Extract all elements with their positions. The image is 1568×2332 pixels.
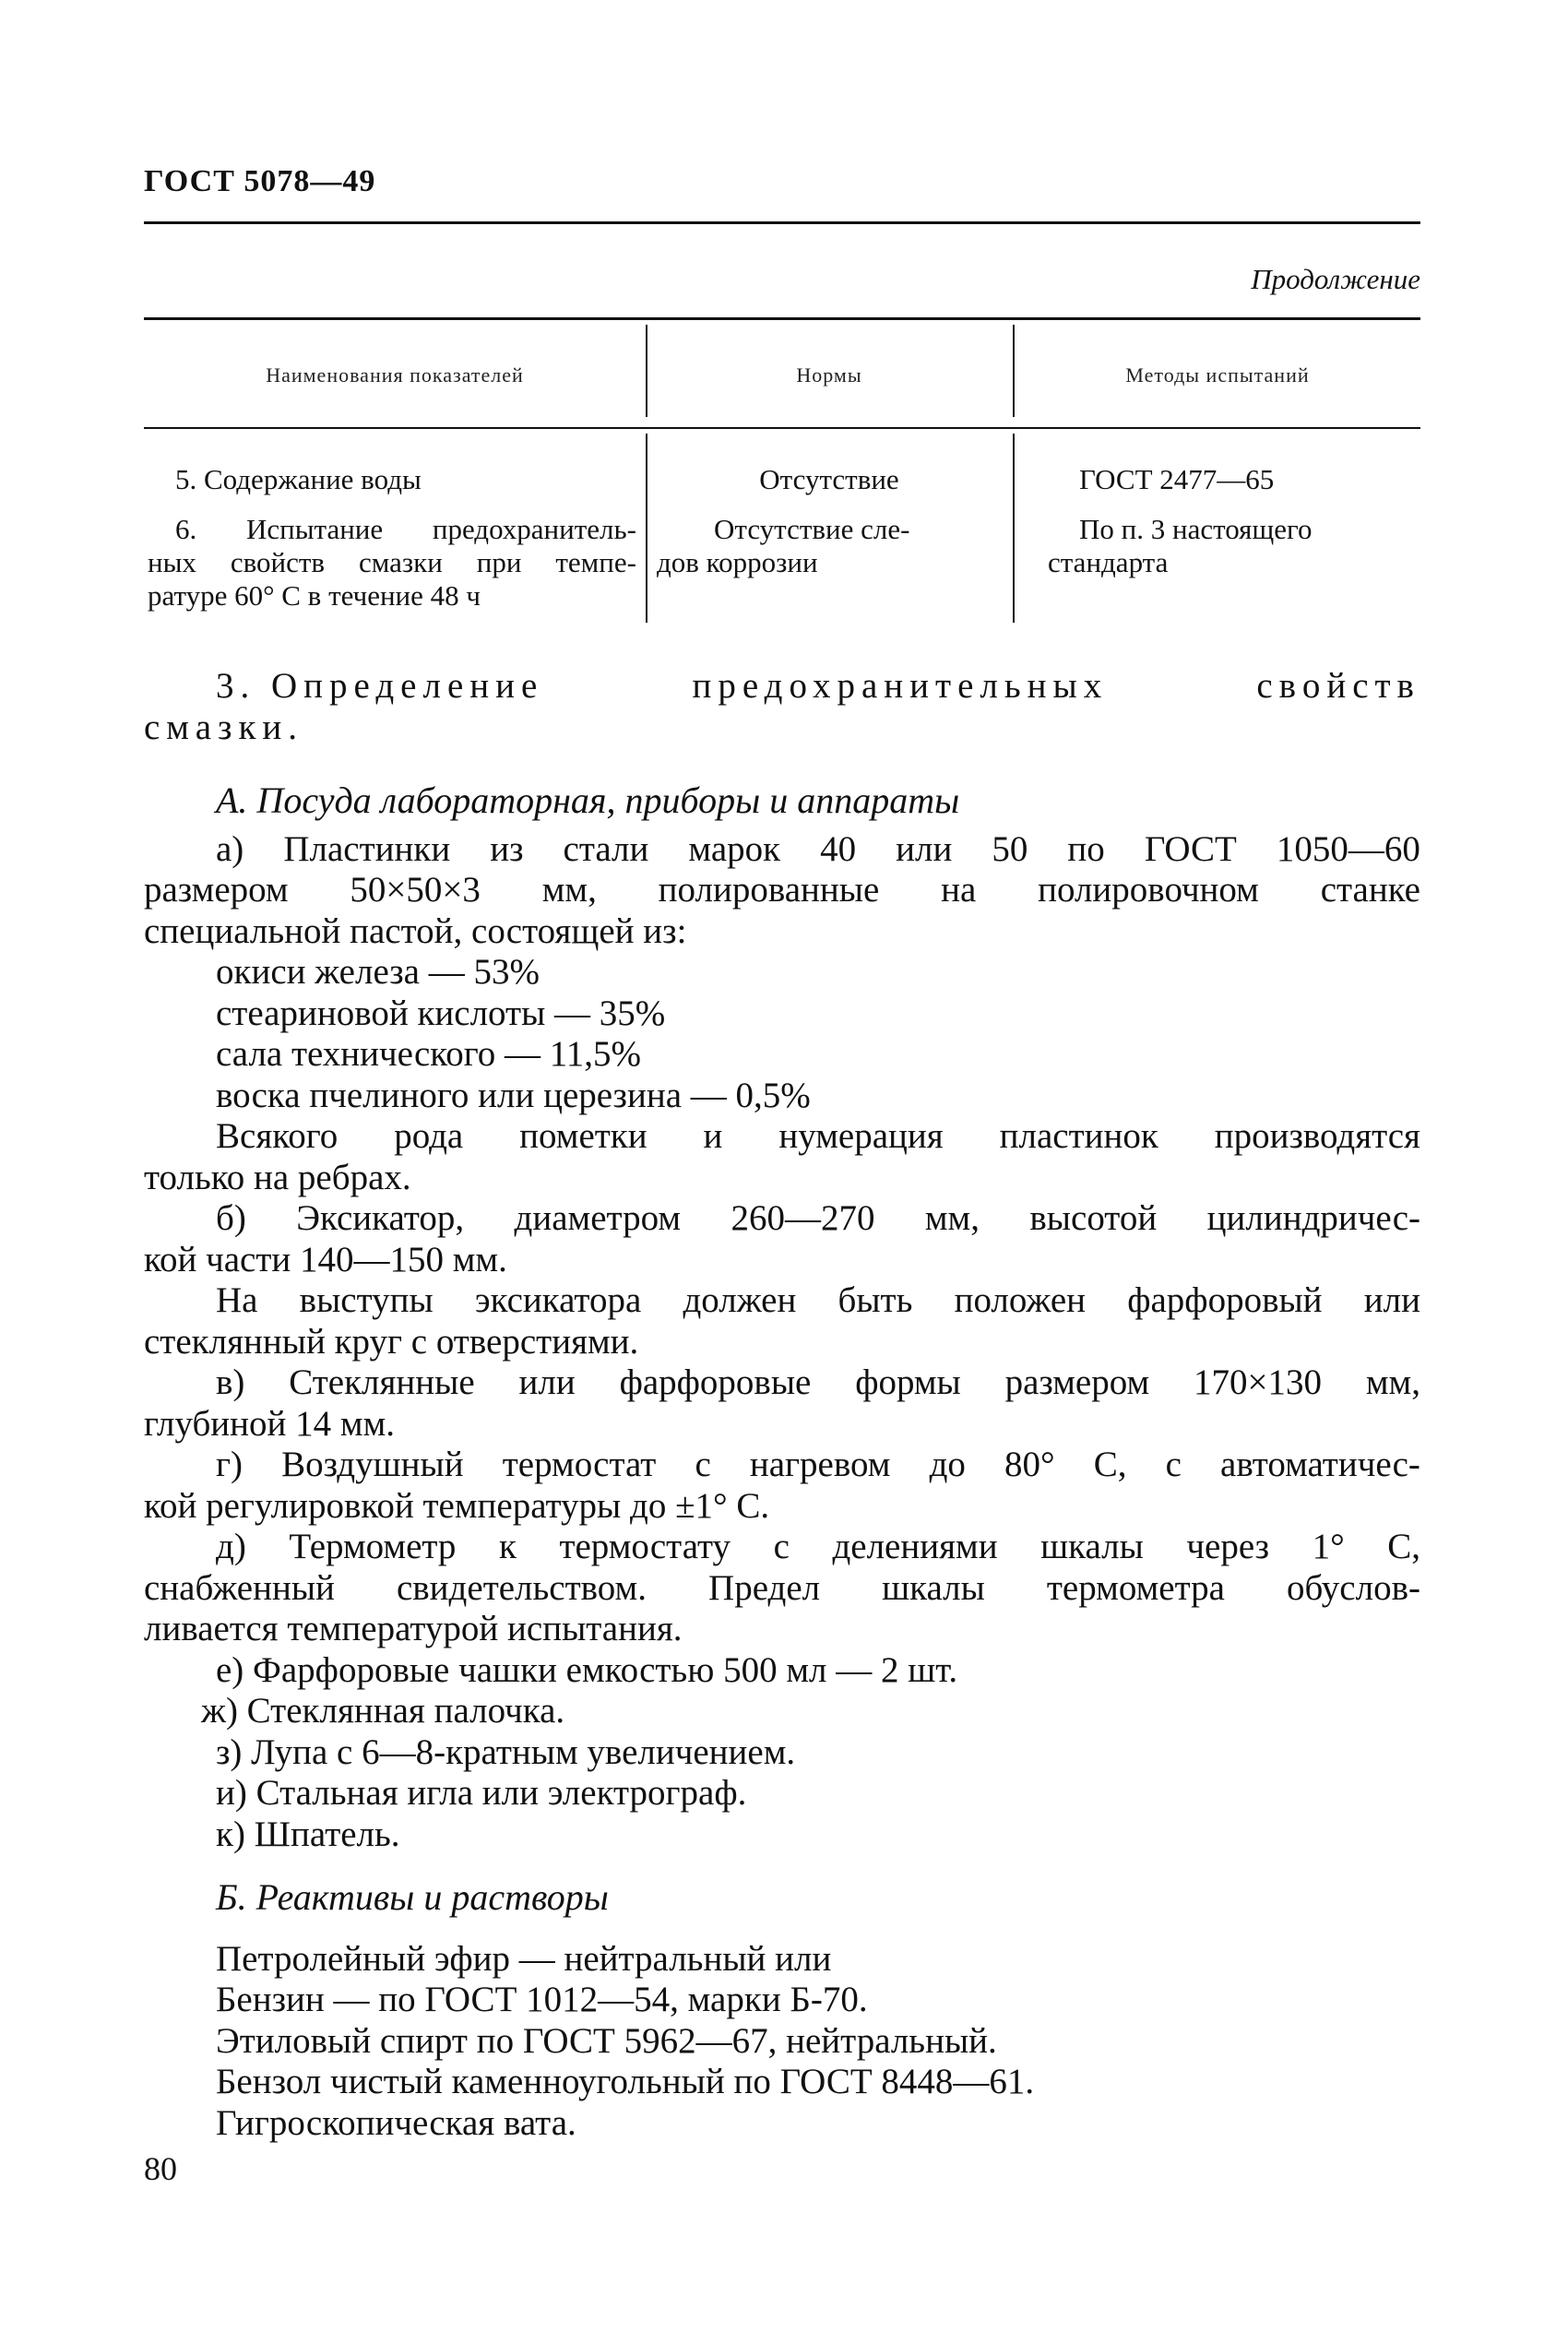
paste-component: сала технического — 11,5%	[216, 1034, 642, 1074]
word: шкалы	[1040, 1527, 1144, 1566]
word: 1°	[1312, 1527, 1345, 1566]
paragraph-line	[144, 1527, 1420, 1568]
table-row-6-method-line: стандарта	[1048, 546, 1169, 578]
word: обуслов-	[1286, 1567, 1420, 1608]
paragraph-line	[144, 1280, 1420, 1322]
word: размером	[144, 870, 289, 910]
table-top-rule	[144, 317, 1420, 320]
list-item: ж) Стеклянная палочка.	[201, 1691, 565, 1731]
table-row-6-name-line	[148, 546, 636, 579]
word: Воздушный	[281, 1445, 464, 1484]
word: свидетельством.	[396, 1567, 647, 1608]
word: На	[216, 1280, 258, 1320]
subsection-a	[144, 780, 1420, 1855]
word: мм,	[924, 1198, 980, 1238]
word: и	[703, 1116, 723, 1156]
word: 1050—60	[1276, 828, 1420, 869]
section-3-heading-line-1	[144, 666, 1420, 708]
word: на	[941, 870, 977, 910]
word: пометки	[519, 1116, 647, 1156]
table-header-rule	[144, 427, 1420, 429]
paragraph-line: только на ребрах.	[144, 1157, 411, 1197]
word: пластинок	[999, 1116, 1158, 1156]
table-row-6-name	[148, 513, 636, 613]
word: высотой	[1029, 1198, 1158, 1238]
word: а)	[216, 828, 244, 869]
word: 260—270	[731, 1198, 875, 1238]
word: с	[695, 1445, 711, 1484]
word: эксикатора	[474, 1280, 642, 1320]
table-header-divider-1	[646, 325, 647, 417]
paragraph-line: стеклянный круг с отверстиями.	[144, 1321, 639, 1362]
paste-component: окиси железа — 53%	[216, 952, 540, 992]
word: С,	[1387, 1527, 1420, 1566]
word: марок	[688, 828, 781, 869]
table-row-6-norm	[657, 513, 998, 579]
paragraph-line	[144, 829, 1420, 871]
word: нумерация	[778, 1116, 944, 1156]
word: Всякого	[216, 1116, 339, 1156]
reagent-item: Этиловый спирт по ГОСТ 5962—67, нейтральный.	[216, 2020, 997, 2061]
table-header-name: Наименования показателей	[266, 363, 524, 387]
word: ГОСТ	[1144, 828, 1237, 869]
word: Пластинки	[283, 828, 451, 869]
table-row-5-method: ГОСТ 2477—65	[1079, 463, 1275, 495]
word: производятся	[1214, 1116, 1420, 1156]
word: 6.	[175, 513, 197, 545]
word: С,	[1093, 1445, 1127, 1484]
paragraph-line	[144, 1198, 1420, 1240]
word: нагревом	[749, 1445, 891, 1484]
word: 50	[992, 828, 1028, 869]
word: темпе-	[555, 546, 636, 578]
word: Эксикатор,	[296, 1198, 465, 1238]
word: формы	[855, 1362, 961, 1402]
word: рода	[394, 1116, 464, 1156]
word: мм,	[1365, 1362, 1420, 1402]
word: цилиндричес-	[1206, 1198, 1420, 1238]
section-3-heading-line-2: смазки.	[144, 707, 304, 747]
paragraph-line	[144, 1568, 1420, 1610]
section-3-word: свойств	[1256, 666, 1420, 706]
word: полированные	[658, 870, 880, 910]
paste-component: стеариновой кислоты — 35%	[216, 993, 666, 1033]
word: диаметром	[514, 1198, 682, 1238]
table-row-6-norm-line: Отсутствие сле-	[714, 513, 910, 545]
page-number: 80	[144, 2150, 177, 2187]
word: в)	[216, 1362, 245, 1402]
subsection-b	[144, 1877, 1420, 2144]
word: автоматичес-	[1220, 1445, 1420, 1484]
word: фарфоровые	[619, 1362, 812, 1402]
paragraph-line: кой части 140—150 мм.	[144, 1239, 507, 1279]
word: свойств	[230, 546, 326, 578]
word: при	[476, 546, 522, 578]
word: с	[773, 1527, 790, 1566]
list-item: и) Стальная игла или электрограф.	[216, 1773, 747, 1813]
reagent-item: Бензин — по ГОСТ 1012—54, марки Б-70.	[216, 1980, 868, 2019]
section-3-heading	[144, 666, 1420, 748]
paragraph-line: специальной пастой, состоящей из:	[144, 910, 687, 951]
table-body-divider-2	[1013, 434, 1015, 623]
list-item: з) Лупа с 6—8-кратным увеличением.	[216, 1731, 796, 1772]
subsection-a-title: А. Посуда лабораторная, приборы и аппараты	[216, 779, 960, 821]
word: г)	[216, 1445, 243, 1484]
word: через	[1186, 1527, 1270, 1566]
word: термостат	[502, 1445, 657, 1484]
paragraph-line	[144, 1362, 1420, 1404]
word: 50×50×3	[350, 870, 481, 910]
word: до	[929, 1445, 966, 1484]
word: к	[498, 1527, 517, 1566]
reagent-item: Петролейный эфир — нейтральный или	[216, 1938, 832, 1979]
paragraph-line: глубиной 14 мм.	[144, 1403, 396, 1444]
word: мм,	[541, 870, 597, 910]
paragraph-line	[144, 870, 1420, 911]
word: Стеклянные	[289, 1362, 475, 1402]
table-body-divider-1	[646, 434, 647, 623]
table-row-6-name-line	[148, 513, 636, 546]
section-3-word: 3. Определение	[216, 666, 544, 706]
word: станке	[1320, 870, 1420, 910]
table-row-6-name-line: ратуре 60° С в течение 48 ч	[148, 579, 481, 612]
word: Испытание	[245, 513, 384, 545]
paste-component: воска пчелиного или церезина — 0,5%	[216, 1075, 811, 1115]
word: или	[518, 1362, 576, 1402]
table-header-methods: Методы испытаний	[1125, 363, 1310, 387]
word: из	[490, 828, 524, 869]
word: шкалы	[882, 1567, 985, 1608]
header-rule	[144, 221, 1420, 224]
reagent-item: Бензол чистый каменноугольный по ГОСТ 8448—61.	[216, 2062, 1035, 2101]
word: должен	[683, 1280, 797, 1320]
paragraph-line: ливается температурой испытания.	[144, 1609, 683, 1648]
word: или	[1363, 1280, 1420, 1320]
word: стали	[563, 828, 649, 869]
word: Предел	[708, 1567, 821, 1608]
word: или	[896, 828, 953, 869]
list-item: е) Фарфоровые чашки емкостью 500 мл — 2 шт.	[216, 1649, 958, 1690]
table-row-6-method-line: По п. 3 настоящего	[1079, 513, 1313, 545]
word: ных	[148, 546, 196, 578]
word: выступы	[299, 1280, 434, 1320]
table-row-5-norm: Отсутствие	[759, 463, 899, 495]
table-header-norms: Нормы	[796, 363, 862, 387]
word: 80°	[1004, 1445, 1055, 1484]
table-row-6-method	[1048, 513, 1417, 579]
section-3-word: предохранительных	[692, 666, 1109, 706]
document-code: ГОСТ 5078—49	[144, 164, 376, 198]
word: б)	[216, 1198, 246, 1238]
table-header-divider-2	[1013, 325, 1015, 417]
word: 170×130	[1194, 1362, 1322, 1402]
word: положен	[954, 1280, 1087, 1320]
word: с	[1165, 1445, 1182, 1484]
table-row-6-norm-line: дов коррозии	[657, 546, 818, 578]
table-row-5-name: 5. Содержание воды	[175, 463, 422, 495]
word: д)	[216, 1527, 246, 1566]
word: термостату	[559, 1527, 731, 1566]
paragraph-line	[144, 1116, 1420, 1158]
continuation-label: Продолжение	[1251, 263, 1420, 295]
word: предохранитель-	[432, 513, 636, 545]
word: размером	[1004, 1362, 1150, 1402]
word: по	[1067, 828, 1105, 869]
word: смазки	[358, 546, 443, 578]
subsection-b-title: Б. Реактивы и растворы	[216, 1876, 609, 1918]
reagent-item: Гигроскопическая вата.	[216, 2102, 576, 2143]
word: Термометр	[289, 1527, 457, 1566]
word: снабженный	[144, 1567, 335, 1608]
paragraph-line	[144, 1445, 1420, 1486]
word: делениями	[832, 1527, 998, 1566]
paragraph-line: кой регулировкой температуры до ±1° С.	[144, 1485, 770, 1526]
word: 40	[820, 828, 857, 869]
word: термометра	[1046, 1567, 1225, 1608]
word: быть	[837, 1280, 913, 1320]
list-item: к) Шпатель.	[216, 1814, 400, 1854]
word: фарфоровый	[1127, 1280, 1323, 1320]
word: полировочном	[1038, 870, 1259, 910]
